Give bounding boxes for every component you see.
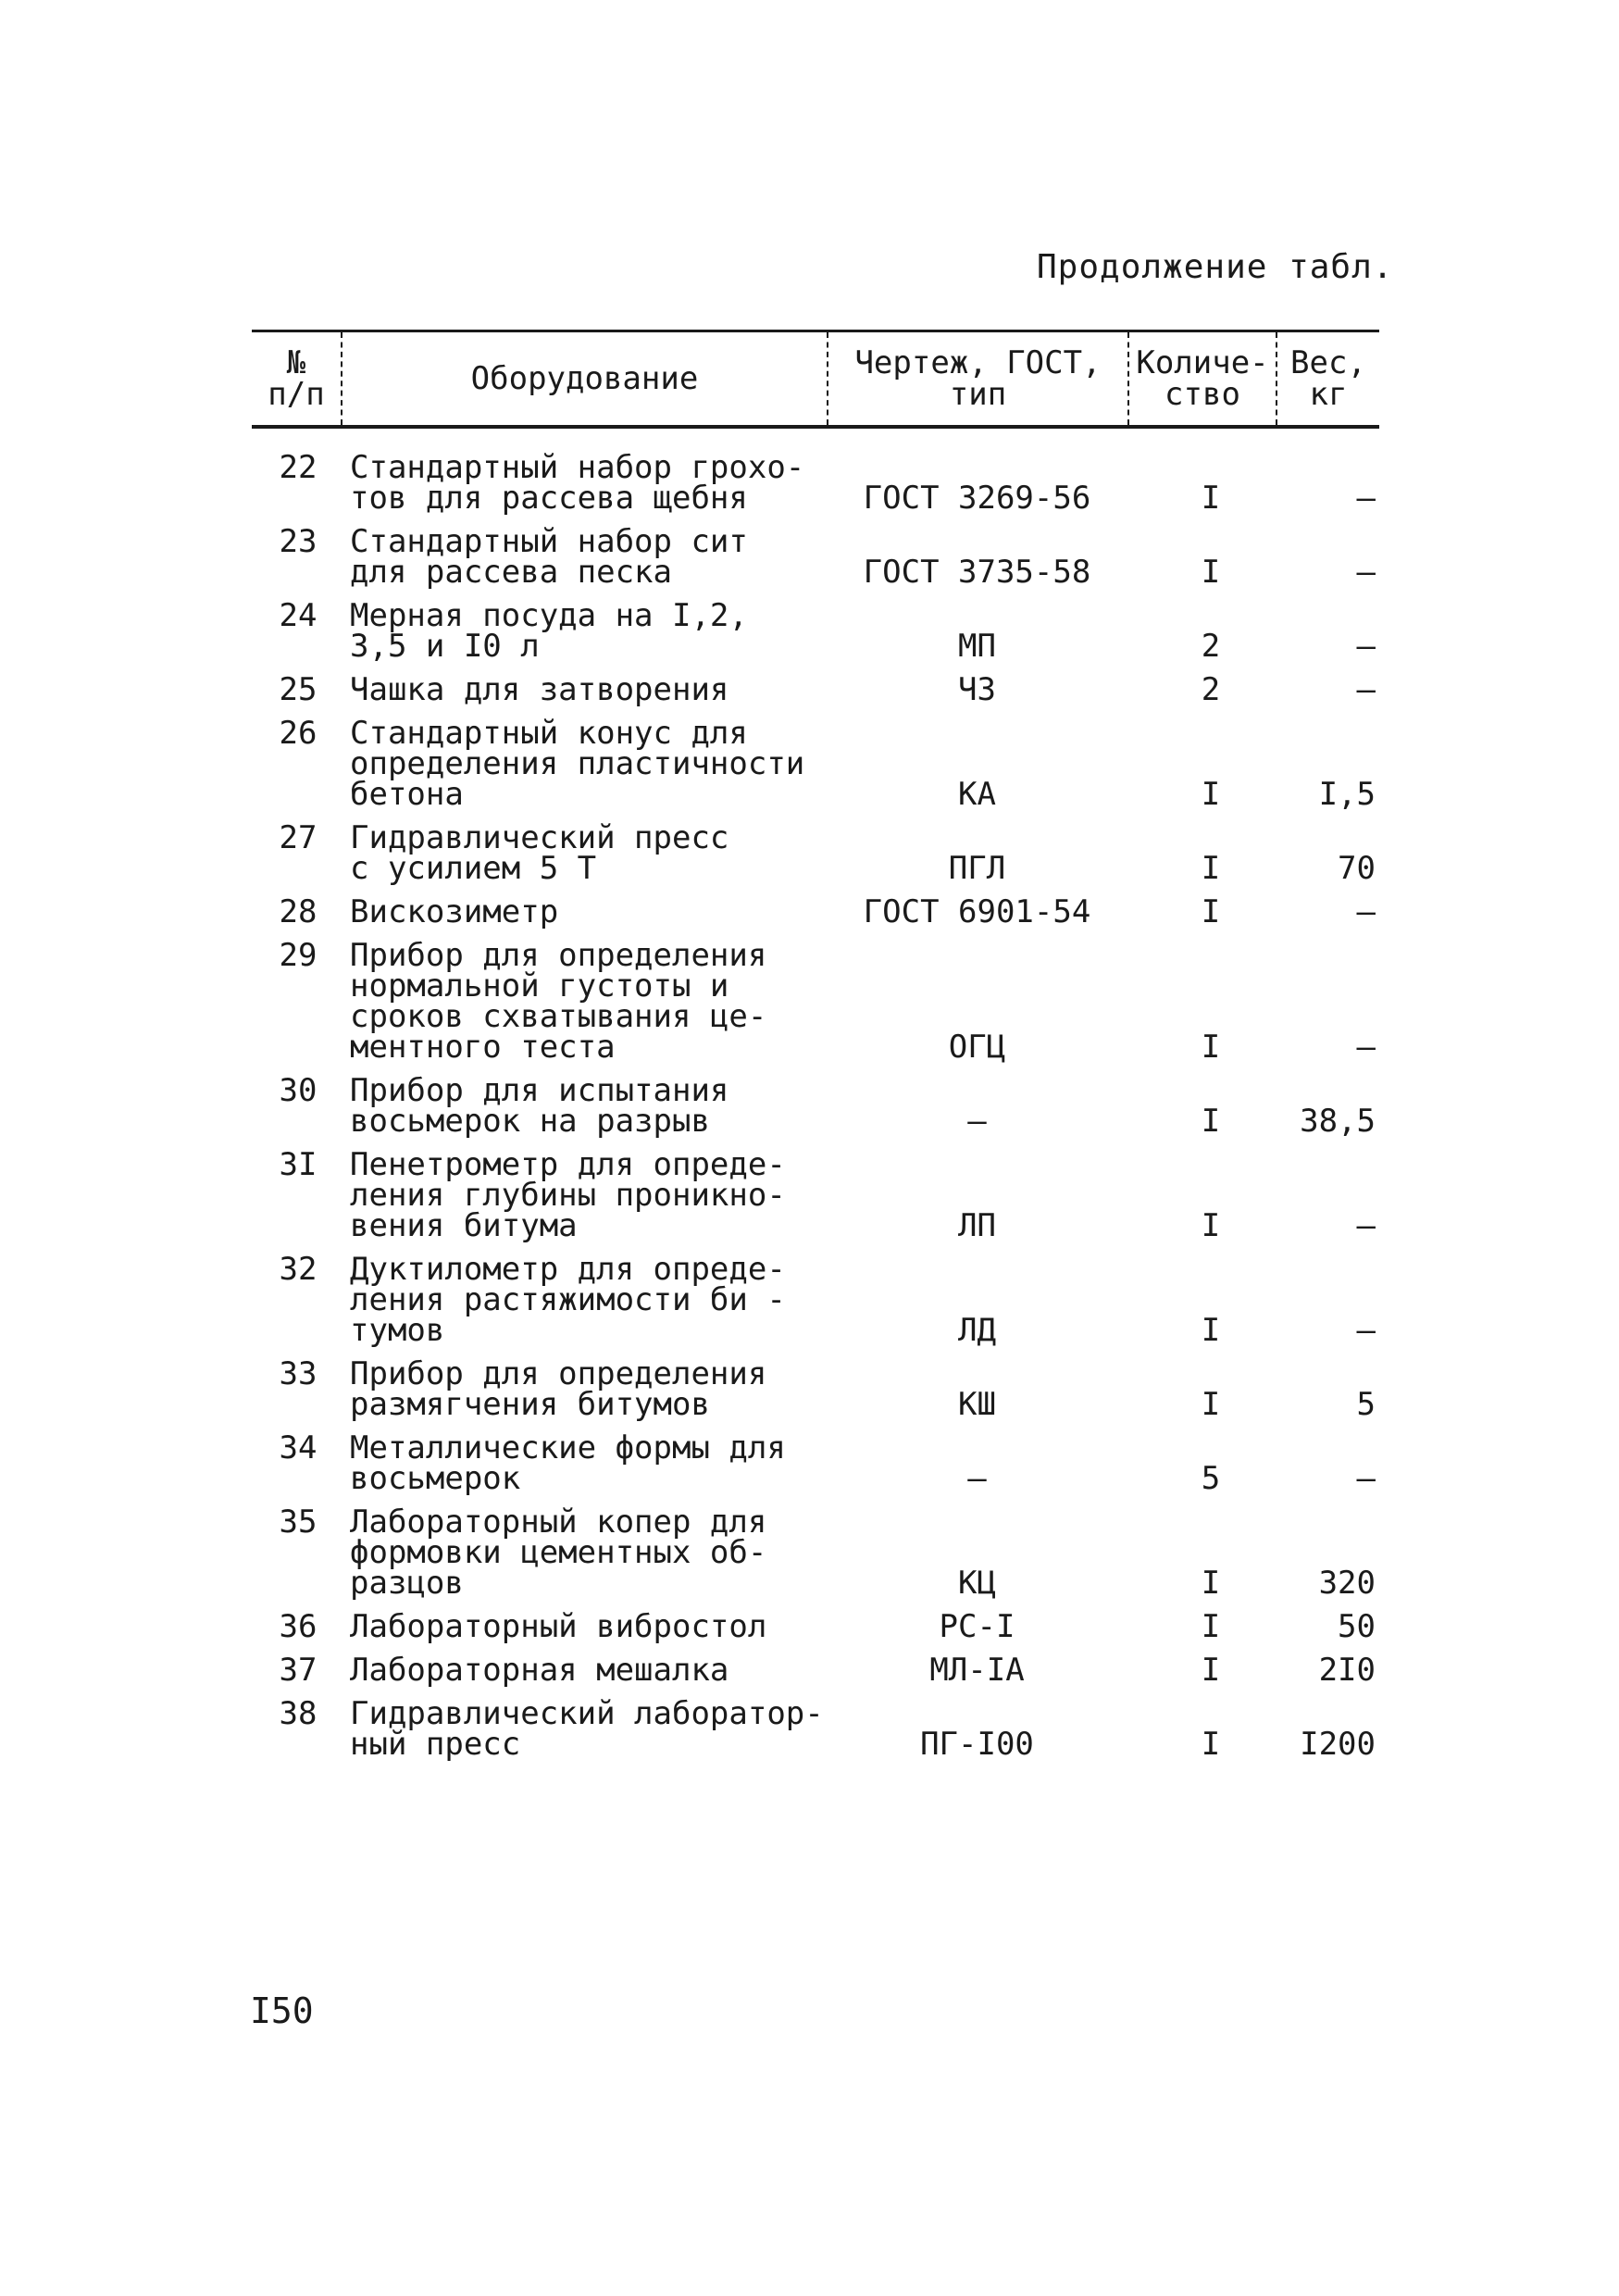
row-number: 35 <box>279 1504 318 1541</box>
row-number: 34 <box>279 1429 318 1466</box>
drawing-standard: КЦ <box>958 1565 996 1602</box>
header-quantity: Количе- ство <box>1127 332 1276 425</box>
drawing-standard: КА <box>958 776 996 813</box>
equipment-name: Гидравлический пресс с усилием 5 Т <box>350 819 729 887</box>
table-row <box>252 1355 1379 1423</box>
row-number: 26 <box>279 715 318 752</box>
continuation-label: Продолжение табл. <box>1037 248 1394 286</box>
quantity: I <box>1201 1652 1221 1689</box>
equipment-name: Стандартный конус для определения пластичности бетона <box>350 715 805 813</box>
weight: 38,5 <box>1300 1103 1376 1140</box>
drawing-standard: ГОСТ 3735-58 <box>863 554 1091 591</box>
quantity: I <box>1201 1608 1221 1645</box>
quantity: I <box>1201 554 1221 591</box>
table-row <box>252 893 1379 930</box>
drawing-standard: ЧЗ <box>958 671 996 708</box>
quantity: 2 <box>1201 628 1221 665</box>
table-row <box>252 1146 1379 1244</box>
equipment-name: Прибор для определения нормальной густоты и сроков схватывания це- ментного теста <box>350 937 767 1066</box>
quantity: I <box>1201 1726 1221 1763</box>
quantity: I <box>1201 893 1221 930</box>
equipment-name: Лабораторный копер для формовки цементных об- разцов <box>350 1504 767 1602</box>
row-number: 24 <box>279 597 318 634</box>
row-number: 25 <box>279 671 318 708</box>
row-number: 27 <box>279 819 318 856</box>
row-number: 33 <box>279 1355 318 1392</box>
drawing-standard: ОГЦ <box>948 1029 1006 1066</box>
table-row <box>252 449 1379 517</box>
weight: 5 <box>1356 1386 1376 1423</box>
equipment-name: Лабораторная мешалка <box>350 1652 729 1689</box>
table-row <box>252 1608 1379 1645</box>
quantity: I <box>1201 1103 1221 1140</box>
page-number: I50 <box>250 1990 314 2031</box>
weight: – <box>1356 893 1376 930</box>
weight: – <box>1356 1029 1376 1066</box>
quantity: I <box>1201 776 1221 813</box>
row-number: 36 <box>279 1608 318 1645</box>
quantity: 2 <box>1201 671 1221 708</box>
table-body <box>252 429 1379 1763</box>
equipment-name: Прибор для испытания восьмерок на разрыв <box>350 1072 729 1140</box>
weight: – <box>1356 1460 1376 1497</box>
quantity: I <box>1201 1312 1221 1349</box>
row-number: 28 <box>279 893 318 930</box>
quantity: I <box>1201 1029 1221 1066</box>
row-number: 3I <box>279 1146 318 1183</box>
row-number: 22 <box>279 449 318 486</box>
header-number: № п/п <box>268 344 325 413</box>
equipment-name: Стандартный набор сит для рассева песка <box>350 523 748 591</box>
equipment-name: Прибор для определения размягчения битумов <box>350 1355 767 1423</box>
header-weight: Вес, кг <box>1276 332 1379 425</box>
table-row <box>252 1429 1379 1497</box>
table-row <box>252 1251 1379 1349</box>
weight: – <box>1356 480 1376 517</box>
equipment-name: Стандартный набор грохо- тов для рассева щебня <box>350 449 805 517</box>
row-number: 37 <box>279 1652 318 1689</box>
row-number: 23 <box>279 523 318 560</box>
equipment-table <box>252 330 1379 1773</box>
table-row <box>252 1695 1379 1763</box>
row-number: 32 <box>279 1251 318 1288</box>
header-equipment: Оборудование <box>341 332 827 425</box>
drawing-standard: КШ <box>958 1386 996 1423</box>
quantity: I <box>1201 1386 1221 1423</box>
table-row <box>252 597 1379 665</box>
weight: 320 <box>1318 1565 1376 1602</box>
weight: – <box>1356 1207 1376 1244</box>
table-row <box>252 1072 1379 1140</box>
table-row <box>252 1504 1379 1602</box>
drawing-standard: ЛД <box>958 1312 996 1349</box>
equipment-name: Гидравлический лаборатор- ный пресс <box>350 1695 824 1763</box>
weight: I200 <box>1300 1726 1376 1763</box>
table-row <box>252 715 1379 813</box>
drawing-standard: ГОСТ 6901-54 <box>863 893 1091 930</box>
equipment-name: Лабораторный вибростол <box>350 1608 767 1645</box>
row-number: 30 <box>279 1072 318 1109</box>
row-number: 29 <box>279 937 318 974</box>
quantity: 5 <box>1201 1460 1221 1497</box>
equipment-name: Металлические формы для восьмерок <box>350 1429 786 1497</box>
quantity: I <box>1201 850 1221 887</box>
quantity: I <box>1201 1207 1221 1244</box>
drawing-standard: МЛ-IА <box>929 1652 1025 1689</box>
drawing-standard: – <box>967 1103 987 1140</box>
table-row <box>252 937 1379 1066</box>
weight: 50 <box>1338 1608 1376 1645</box>
quantity: I <box>1201 1565 1221 1602</box>
weight: I,5 <box>1318 776 1376 813</box>
quantity: I <box>1201 480 1221 517</box>
table-header <box>252 332 1379 425</box>
row-number: 38 <box>279 1695 318 1732</box>
weight: – <box>1356 628 1376 665</box>
weight: – <box>1356 1312 1376 1349</box>
equipment-name: Пенетрометр для опреде- ления глубины проникно- вения битума <box>350 1146 786 1244</box>
drawing-standard: МП <box>958 628 996 665</box>
table-row <box>252 671 1379 708</box>
table-row <box>252 819 1379 887</box>
header-drawing: Чертеж, ГОСТ, тип <box>827 332 1127 425</box>
weight: 70 <box>1338 850 1376 887</box>
table-row <box>252 523 1379 591</box>
drawing-standard: ПГ-I00 <box>920 1726 1034 1763</box>
drawing-standard: ГОСТ 3269-56 <box>863 480 1091 517</box>
weight: – <box>1356 554 1376 591</box>
equipment-name: Вискозиметр <box>350 893 559 930</box>
weight: – <box>1356 671 1376 708</box>
equipment-name: Мерная посуда на I,2, 3,5 и I0 л <box>350 597 748 665</box>
table-row <box>252 1652 1379 1689</box>
weight: 2I0 <box>1318 1652 1376 1689</box>
drawing-standard: ЛП <box>958 1207 996 1244</box>
equipment-name: Дуктилометр для опреде- ления растяжимости би - тумов <box>350 1251 786 1349</box>
drawing-standard: РС-I <box>939 1608 1015 1645</box>
drawing-standard: ПГЛ <box>948 850 1006 887</box>
equipment-name: Чашка для затворения <box>350 671 729 708</box>
drawing-standard: – <box>967 1460 987 1497</box>
